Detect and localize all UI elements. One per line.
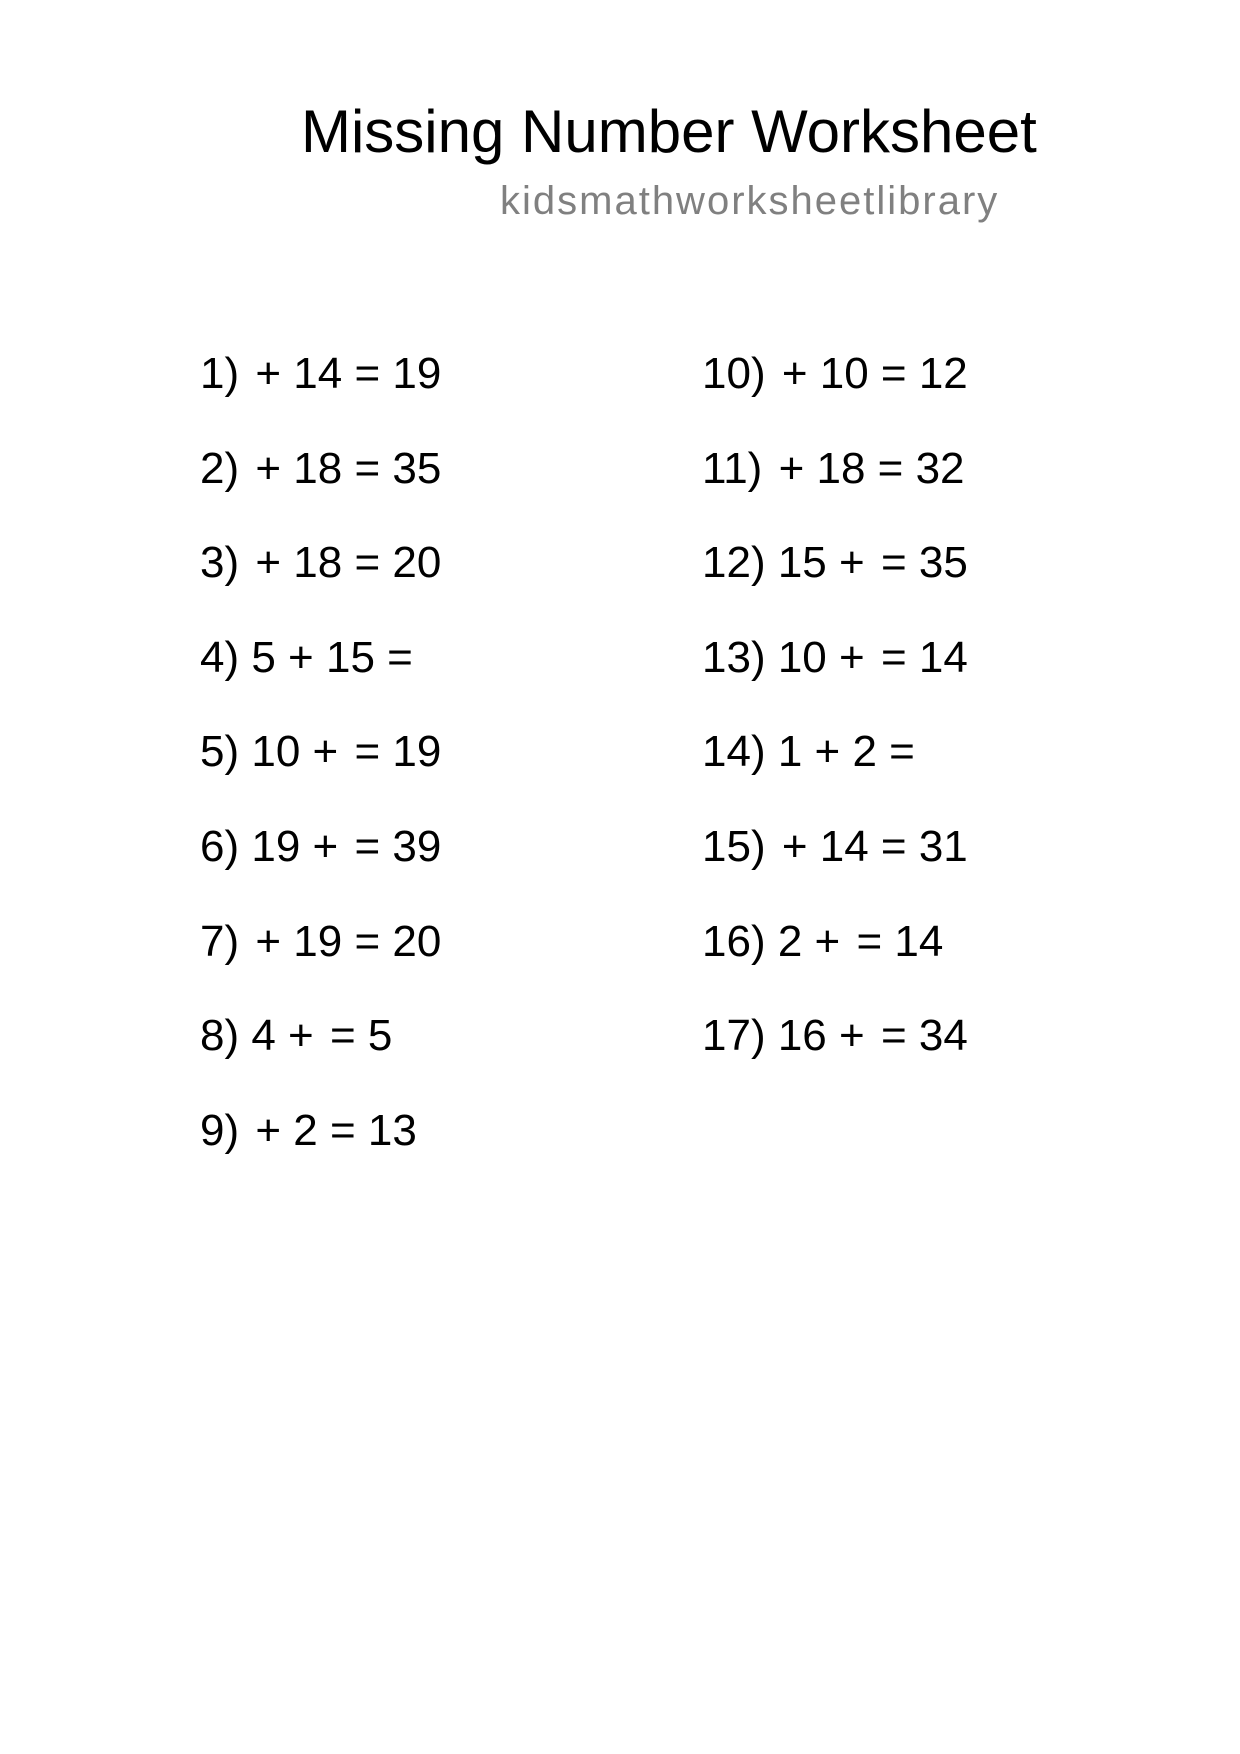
problem-expression-before: 4 + bbox=[251, 1011, 314, 1061]
problem-number: 15) bbox=[702, 821, 766, 871]
problem-expression-before: 10 + bbox=[251, 727, 339, 777]
problem-number: 13) bbox=[702, 632, 766, 682]
problem-expression: 1 + 2 = bbox=[777, 727, 915, 777]
problem-1 bbox=[200, 347, 441, 442]
problem-expression-before: 10 + bbox=[777, 632, 865, 682]
problem-7 bbox=[200, 915, 441, 1010]
problem-expression-after: = 35 bbox=[880, 538, 968, 588]
problem-number: 11) bbox=[702, 443, 763, 493]
problem-number: 14) bbox=[702, 727, 766, 777]
problem-14 bbox=[702, 725, 968, 820]
problem-expression-before: 2 + bbox=[777, 916, 841, 966]
problem-number: 12) bbox=[702, 538, 766, 588]
problem-expression-after: = 19 bbox=[354, 727, 442, 777]
problem-16 bbox=[702, 915, 968, 1010]
problem-expression-after: = 39 bbox=[354, 821, 442, 871]
problem-expression: + 19 = 20 bbox=[255, 916, 442, 966]
problem-expression: + 18 = 35 bbox=[255, 443, 442, 493]
problem-number: 9) bbox=[200, 1105, 240, 1155]
problem-expression: + 14 = 31 bbox=[781, 821, 968, 871]
problem-number: 5) bbox=[200, 727, 240, 777]
problem-expression-after: = 34 bbox=[880, 1011, 968, 1061]
problem-expression-after: = 14 bbox=[856, 916, 944, 966]
problem-number: 16) bbox=[702, 916, 766, 966]
problem-12 bbox=[702, 536, 968, 631]
problem-10 bbox=[702, 347, 968, 442]
problem-17 bbox=[702, 1009, 968, 1104]
problem-expression-before: 15 + bbox=[777, 538, 865, 588]
problem-number: 10) bbox=[702, 349, 766, 398]
problem-expression: + 18 = 20 bbox=[255, 538, 442, 588]
problem-expression: + 18 = 32 bbox=[778, 443, 965, 493]
problem-6 bbox=[200, 820, 441, 915]
problem-expression-after: = 5 bbox=[329, 1011, 393, 1061]
problem-number: 2) bbox=[200, 443, 240, 493]
problem-number: 7) bbox=[200, 916, 240, 966]
problem-expression-before: 19 + bbox=[251, 821, 339, 871]
problem-expression-after: = 14 bbox=[880, 632, 968, 682]
problem-expression-before: 16 + bbox=[777, 1011, 865, 1061]
page-subtitle: kidsmathworksheetlibrary bbox=[500, 179, 1000, 223]
page-title: Missing Number Worksheet bbox=[301, 98, 1037, 165]
problem-expression: + 2 = 13 bbox=[255, 1105, 417, 1155]
problem-number: 4) bbox=[200, 632, 240, 682]
problem-2 bbox=[200, 442, 441, 537]
problem-expression: 5 + 15 = bbox=[251, 632, 413, 682]
problem-4 bbox=[200, 631, 441, 726]
problem-5 bbox=[200, 725, 441, 820]
problems-left-column bbox=[200, 347, 441, 1198]
problem-expression: + 14 = 19 bbox=[255, 349, 442, 398]
problem-number: 17) bbox=[702, 1011, 766, 1061]
problem-number: 3) bbox=[200, 538, 240, 588]
problems-right-column bbox=[702, 347, 968, 1104]
problem-8 bbox=[200, 1009, 441, 1104]
problem-11 bbox=[702, 442, 968, 537]
problem-number: 8) bbox=[200, 1011, 240, 1061]
problem-13 bbox=[702, 631, 968, 726]
problem-3 bbox=[200, 536, 441, 631]
problem-9 bbox=[200, 1104, 441, 1199]
problem-expression: + 10 = 12 bbox=[781, 349, 968, 398]
problem-15 bbox=[702, 820, 968, 915]
problem-number: 1) bbox=[200, 349, 240, 398]
problem-number: 6) bbox=[200, 821, 240, 871]
